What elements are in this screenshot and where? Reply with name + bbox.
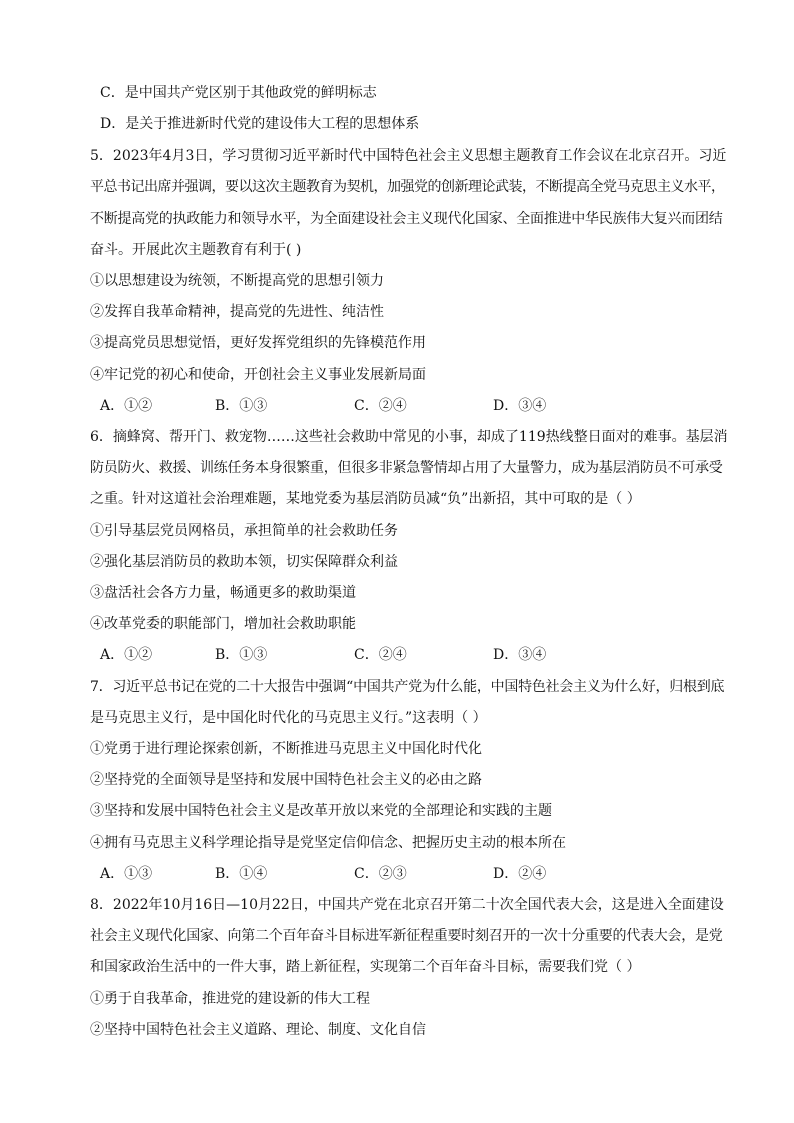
- q5-item-2: ②发挥自我革命精神，提高党的先进性、纯洁性: [90, 304, 384, 320]
- q6-item-2: ②强化基层消防员的救助本领，切实保障群众利益: [90, 554, 398, 570]
- q6-item-3: ③盘活社会各方力量，畅通更多的救助渠道: [90, 585, 356, 601]
- q4-option-d: D．是关于推进新时代党的建设伟大工程的思想体系: [100, 116, 420, 132]
- q5-stem-line-2: 平总书记出席并强调，要以这次主题教育为契机，加强党的创新理论武装，不断提高全党马克思主义水平，: [90, 179, 725, 195]
- q5-choice-d[interactable]: D．③④: [493, 398, 547, 414]
- q6-choice-b[interactable]: B．①③: [215, 647, 268, 663]
- q5-item-4: ④牢记党的初心和使命，开创社会主义事业发展新局面: [90, 367, 426, 383]
- q6-choice-d[interactable]: D．③④: [493, 647, 547, 663]
- q7-choice-d[interactable]: D．②④: [493, 866, 547, 882]
- q5-choice-a[interactable]: A．①②: [100, 398, 153, 414]
- q7-choice-a[interactable]: A．①③: [100, 866, 153, 882]
- q6-choice-c[interactable]: C．②④: [354, 647, 407, 663]
- q4-option-c: C．是中国共产党区别于其他政党的鲜明标志: [100, 85, 377, 101]
- q8-stem-line-1: 8．2022年10月16日—10月22日，中国共产党在北京召开第二十次全国代表大会，这是进入全面建设: [90, 897, 724, 913]
- q6-stem-line-3: 之重。针对这道社会治理难题，某地党委为基层消防员减“负”出新招，其中可取的是（ ）: [90, 491, 641, 507]
- q7-choice-b[interactable]: B．①④: [215, 866, 268, 882]
- q7-choices: [100, 863, 660, 885]
- q7-item-3: ③坚持和发展中国特色社会主义是改革开放以来党的全部理论和实践的主题: [90, 803, 552, 819]
- q5-choice-b[interactable]: B．①③: [215, 398, 268, 414]
- q6-item-4: ④改革党委的职能部门，增加社会救助职能: [90, 616, 356, 632]
- q6-stem-line-2: 防员防火、救援、训练任务本身很繁重，但很多非紧急警情却占用了大量警力，成为基层消防员不可承受: [90, 460, 723, 476]
- q5-choices: [100, 395, 660, 417]
- q7-item-4: ④拥有马克思主义科学理论指导是党坚定信仰信念、把握历史主动的根本所在: [90, 835, 566, 851]
- q7-item-2: ②坚持党的全面领导是坚持和发展中国特色社会主义的必由之路: [90, 772, 482, 788]
- q5-stem-line-4: 奋斗。开展此次主题教育有利于( ): [90, 242, 302, 258]
- q5-item-1: ①以思想建设为统领，不断提高党的思想引领力: [90, 273, 384, 289]
- q5-item-3: ③提高党员思想觉悟，更好发挥党组织的先锋模范作用: [90, 335, 426, 351]
- q5-choice-c[interactable]: C．②④: [354, 398, 407, 414]
- q6-item-1: ①引导基层党员网格员，承担简单的社会救助任务: [90, 523, 398, 539]
- q6-stem-line-1: 6．摘蜂窝、帮开门、救宠物……这些社会救助中常见的小事，却成了119热线整日面对的难事。基层消: [90, 429, 728, 445]
- q7-item-1: ①党勇于进行理论探索创新，不断推进马克思主义中国化时代化: [90, 741, 482, 757]
- q8-stem-line-3: 和国家政治生活中的一件大事，踏上新征程，实现第二个百年奋斗目标，需要我们党（ ）: [90, 959, 641, 975]
- q5-stem-line-1: 5．2023年4月3日，学习贯彻习近平新时代中国特色社会主义思想主题教育工作会议在北京召开。习近: [90, 148, 727, 164]
- q7-stem-line-1: 7．习近平总书记在党的二十大报告中强调“中国共产党为什么能，中国特色社会主义为什么好，归根到底: [90, 679, 725, 695]
- q7-choice-c[interactable]: C．②③: [354, 866, 407, 882]
- q6-choices: [100, 644, 660, 666]
- q6-choice-a[interactable]: A．①②: [100, 647, 153, 663]
- q8-item-2: ②坚持中国特色社会主义道路、理论、制度、文化自信: [90, 1022, 426, 1038]
- q7-stem-line-2: 是马克思主义行，是中国化时代化的马克思主义行。”这表明（ ）: [90, 710, 487, 726]
- q8-item-1: ①勇于自我革命，推进党的建设新的伟大工程: [90, 991, 370, 1007]
- q5-stem-line-3: 不断提高党的执政能力和领导水平，为全面建设社会主义现代化国家、全面推进中华民族伟大复兴而团结: [90, 211, 723, 227]
- q8-stem-line-2: 社会主义现代化国家、向第二个百年奋斗目标进军新征程重要时刻召开的一次十分重要的代表大会，是党: [90, 928, 723, 944]
